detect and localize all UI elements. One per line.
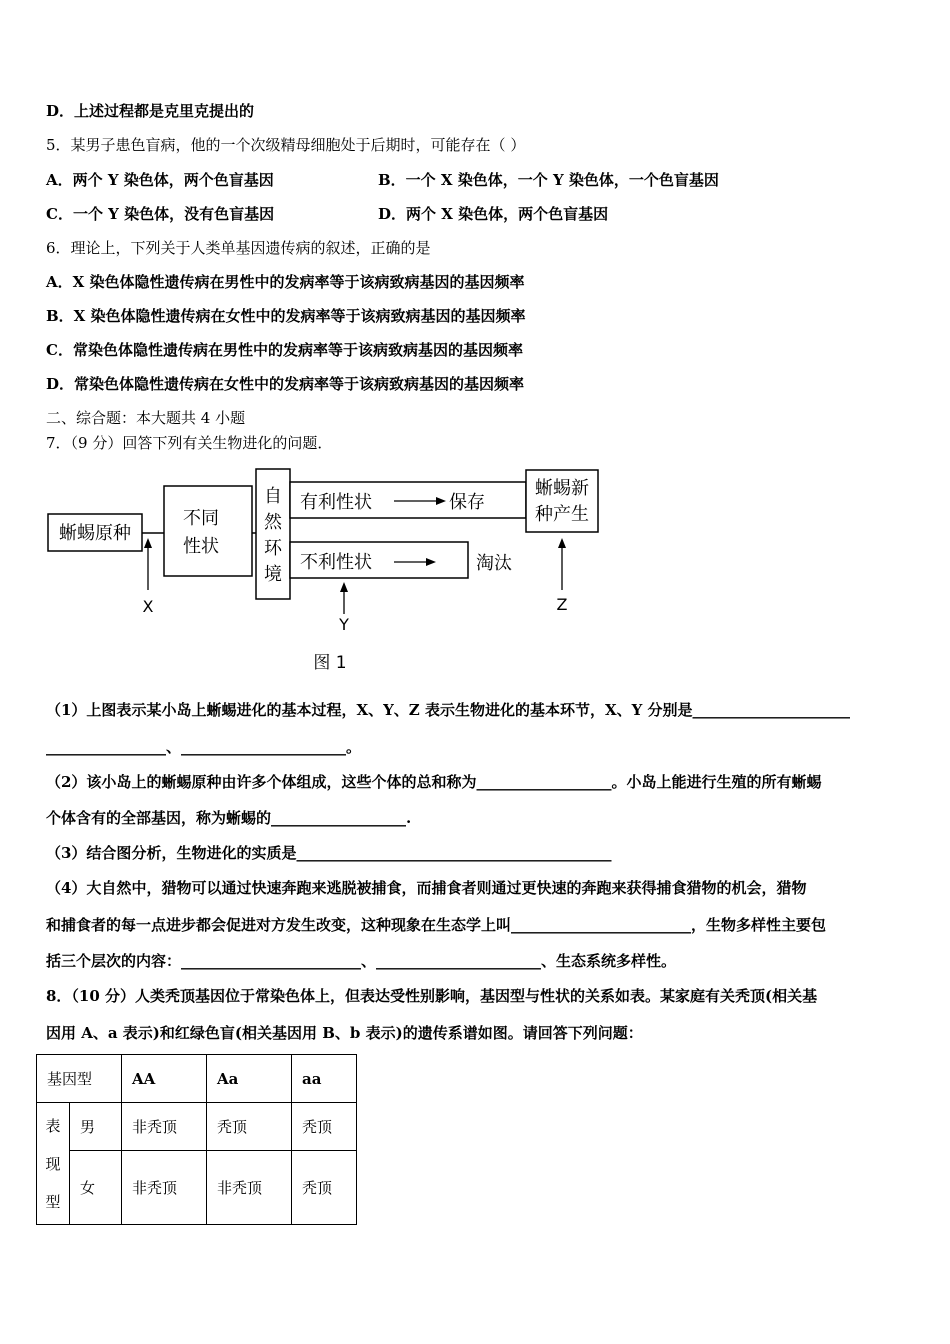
- genotype-table: [36, 1054, 357, 1225]
- z-label: Z: [556, 595, 568, 614]
- q7-part4-line3: 括三个层次的内容：________________________、______________________、生态系统多样性。: [46, 952, 677, 970]
- traits-label-1: 不同: [183, 508, 219, 529]
- male-label: 男: [70, 1103, 122, 1151]
- keep-label: 保存: [449, 492, 485, 513]
- q7-part2-line1: （2）该小岛上的蜥蜴原种由许多个体组成，这些个体的总和称为__________________。小岛上能进行生殖的所有蜥蜴: [46, 773, 822, 791]
- origin-label: 蜥蜴原种: [59, 523, 131, 544]
- q4-option-d: D．上述过程都是克里克提出的: [46, 102, 255, 120]
- col-aa: aa: [292, 1055, 357, 1103]
- new-species-label-2: 种产生: [535, 504, 589, 525]
- phenotype-char-1: 表: [45, 1116, 61, 1135]
- genotype-header: 基因型: [37, 1055, 122, 1103]
- traits-box: [164, 486, 252, 576]
- q8-stem-line2: 因用 A、a 表示)和红绿色盲(相关基因用 B、b 表示)的遗传系谱如图。请回答下列问题：: [46, 1024, 643, 1042]
- traits-label-2: 性状: [183, 536, 219, 557]
- q6-option-b: B．X 染色体隐性遗传病在女性中的发病率等于该病致病基因的基因频率: [46, 307, 526, 325]
- col-Aa: Aa: [207, 1055, 292, 1103]
- eliminate-label: 淘汰: [476, 553, 512, 574]
- q7-part2-line2: 个体含有的全部基因，称为蜥蜴的__________________.: [46, 809, 412, 827]
- male-Aa: 秃顶: [207, 1103, 292, 1151]
- male-aa: 秃顶: [292, 1103, 357, 1151]
- x-label: X: [142, 597, 154, 616]
- q8-stem-line1: 8．（10 分）人类秃顶基因位于常染色体上，但表达受性别影响，基因型与性状的关系如表。某家庭有关秃顶(相关基: [46, 987, 818, 1005]
- unfavorable-label: 不利性状: [300, 552, 372, 573]
- new-species-label-1: 蜥蜴新: [535, 478, 589, 499]
- q5-option-d: D．两个 X 染色体，两个色盲基因: [378, 205, 609, 223]
- q5-option-c: C．一个 Y 染色体，没有色盲基因: [46, 205, 275, 223]
- phenotype-char-3: 型: [45, 1192, 61, 1211]
- female-aa: 秃顶: [292, 1151, 357, 1225]
- q6-option-a: A．X 染色体隐性遗传病在男性中的发病率等于该病致病基因的基因频率: [46, 273, 525, 291]
- env-char-4: 境: [264, 564, 282, 585]
- env-char-2: 然: [264, 512, 282, 533]
- q5-option-b: B．一个 X 染色体，一个 Y 染色体，一个色盲基因: [378, 171, 719, 189]
- q6-stem: 6．理论上，下列关于人类单基因遗传病的叙述，正确的是: [46, 239, 431, 257]
- female-Aa: 非秃顶: [207, 1151, 292, 1225]
- q7-part4-line2: 和捕食者的每一点进步都会促进对方发生改变，这种现象在生态学上叫________________________，生物多样性主要包: [46, 916, 827, 934]
- male-AA: 非秃顶: [122, 1103, 207, 1151]
- evolution-diagram: [44, 462, 614, 686]
- q6-option-c: C．常染色体隐性遗传病在男性中的发病率等于该病致病基因的基因频率: [46, 341, 523, 359]
- female-label: 女: [70, 1151, 122, 1225]
- favorable-label: 有利性状: [300, 492, 372, 513]
- phenotype-header: [37, 1103, 70, 1225]
- phenotype-char-2: 现: [45, 1154, 61, 1173]
- env-char-1: 自: [264, 486, 282, 507]
- y-label: Y: [339, 615, 349, 634]
- q7-part1-line2: ________________、______________________。: [46, 738, 362, 756]
- section-heading: 二、综合题：本大题共 4 小题: [46, 409, 246, 427]
- col-AA: AA: [122, 1055, 207, 1103]
- q5-option-a: A．两个 Y 染色体，两个色盲基因: [46, 171, 274, 189]
- female-AA: 非秃顶: [122, 1151, 207, 1225]
- q7-stem: 7．（9 分）回答下列有关生物进化的问题．: [46, 434, 333, 452]
- q7-part3: （3）结合图分析，生物进化的实质是__________________________________________: [46, 844, 612, 862]
- q7-part4-line1: （4）大自然中，猎物可以通过快速奔跑来逃脱被捕食，而捕食者则通过更快速的奔跑来获得捕食猎物的机会，猎物: [46, 879, 807, 897]
- q7-part1-line1: （1）上图表示某小岛上蜥蜴进化的基本过程，X、Y、Z 表示生物进化的基本环节，X、Y 分别是_____________________: [46, 701, 851, 719]
- figure-caption: 图 1: [313, 653, 347, 673]
- q6-option-d: D．常染色体隐性遗传病在女性中的发病率等于该病致病基因的基因频率: [46, 375, 525, 393]
- env-char-3: 环: [264, 538, 282, 559]
- q5-stem: 5．某男子患色盲病，他的一个次级精母细胞处于后期时，可能存在（ ）: [46, 136, 526, 154]
